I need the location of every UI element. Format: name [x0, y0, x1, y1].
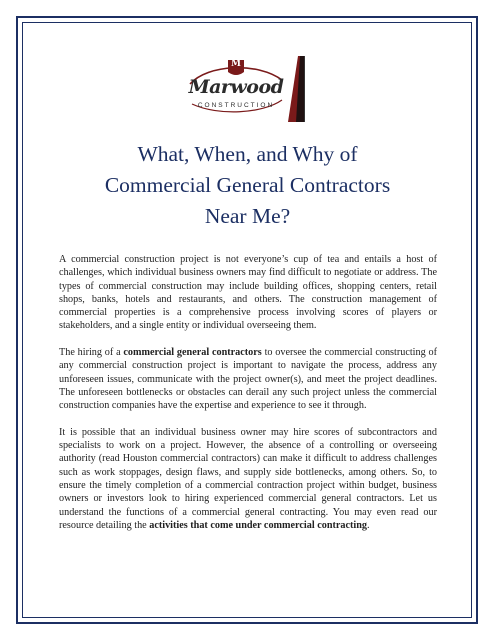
paragraph-3-text-start: It is possible that an individual business owner may hire scores of subcontractors and specialists to work on a project. However, the absence of a controlling or overseeing authority (read Houston commercial contractors) can make it difficult to address challenges such as work stoppages, design flaws, and supply side bottlenecks, among others. So, to ensure the timely completion of a commercial contraction project within budget, business owners or investors look to hiring experienced commercial general contractors. Let us understand the functions of a commercial general contracting. You may even read our resource detailing the — [59, 426, 437, 531]
article-body — [59, 253, 437, 546]
logo-monogram: M — [231, 59, 241, 69]
activities-commercial-contracting-link[interactable]: activities that come under commercial contracting — [149, 519, 367, 531]
title-line-2: Commercial General Contractors — [104, 173, 391, 197]
marwood-logo — [178, 54, 318, 124]
logo-subtitle: CONSTRUCTION — [197, 102, 275, 109]
title-line-3: Near Me? — [204, 204, 291, 228]
title-line-1: What, When, and Why of — [137, 142, 358, 166]
paragraph-2-text-end: to oversee the commercial constructing of any commercial construction project is important to navigate the process, address any unforeseen issues, communicate with the project owner(s), and meet the project deadlines. The unforeseen bottlenecks or obstacles can derail any such project unless the commercial construction companies have the expertise and experience to see it through. — [59, 347, 437, 412]
paragraph-2 — [59, 346, 437, 412]
commercial-general-contractors-link[interactable]: commercial general contractors — [123, 347, 262, 359]
page-title — [40, 139, 455, 232]
paragraph-1-text: A commercial construction project is not everyone’s cup of tea and entails a host of challenges, which individual business owners may find difficult to negotiate or address. The types of commercial construction may include building offices, shopping centers, retail shops, banks, hotels and restaurants, and others. The construction management of commercial properties is a comprehensive process involving scores of players or stakeholders, and a single entity or individual overseeing them. — [59, 254, 437, 332]
paragraph-3-text-end: . — [367, 519, 370, 531]
paragraph-1 — [59, 253, 437, 333]
paragraph-3 — [59, 426, 437, 532]
paragraph-2-text-start: The hiring of a — [59, 347, 124, 359]
logo-brand-name: Marwood — [188, 76, 284, 98]
